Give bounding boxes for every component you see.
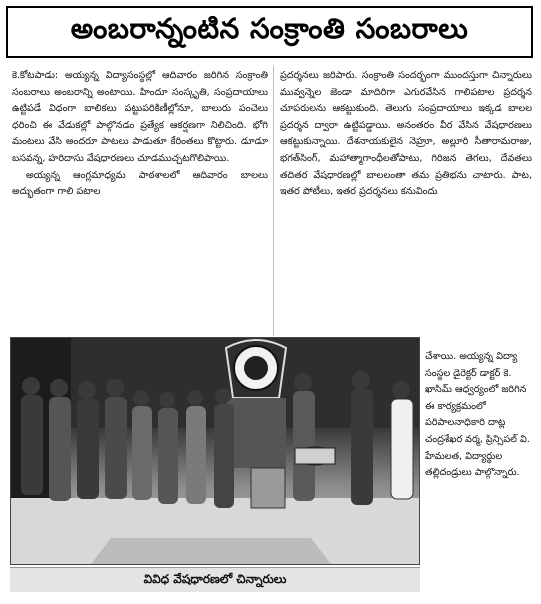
headline-box <box>6 6 533 58</box>
photo-caption: వివిధ వేషధారణలో చిన్నారులు <box>10 567 420 592</box>
article-column-left <box>12 68 268 201</box>
news-photo <box>10 337 420 565</box>
article-paragraph: కె.కోటపాడు: అయ్యన్న విద్యాసంస్థల్లో ఆదివారం జరిగిన సంక్రాంతి సంబరాలు అంబరాన్ని అంటాయి. హిందూ సంస్కృతి, సంప్రదాయాలు ఉట్టిపడే విధంగా బాలికలు పట్టుపరికిణీల్లోనూ, బాలురు పంచెలు ధరించి ఈ వేడుకల్లో పాల్గొనడం ప్రత్యేక ఆకర్షణగా నిలిచింది. భోగి మంటలు వేసి అందరూ పాటలు పాడుతూ కేరింతలు కొట్టారు. డూడూ బసవన్న, హరిదాసు వేషధారణలు చూడముచ్చటగొలిపాయి. <box>12 70 268 164</box>
article-paragraph: అయ్యన్న ఆంగ్లమాధ్యమ పాఠశాలలో ఆదివారం బాలలు అద్భుతంగా గాలి పటాల <box>12 169 268 198</box>
article-paragraph: ప్రదర్శనలు జరిపారు. సంక్రాంతి సందర్భంగా ముందస్తుగా చిన్నారులు మువ్వన్నెల జెండా మాదిరిగా ఎగురవేసిన గాలిపటాల ప్రదర్శన చూపరులను ఆకట్టుకుంది. తెలుగు సంప్రదాయాలు ఇక్కడ బాలల ప్రదర్శన ద్వారా ఉట్టిపడ్డాయి. అనంతరం వీర వేసిన వేషధారణలు ఆకట్టుకున్నాయి. దేశనాయకులైన నెహ్రూ, అల్లూరి సీతారామరాజు, భగత్‌సింగ్, మహాత్మాగాంధీలతోపాటు, గిరిజన తెగలు, దేవతలు తదితర వేషధారణల్లో బాలలంతా తమ ప్రతిభను చాటారు. పాట, ఇతర పోటీలు, ఇతర ప్రదర్శనలు కనువిందు <box>280 70 532 198</box>
article-column-right <box>280 68 532 201</box>
article-paragraph: చేశాయి. అయ్యన్న విద్యా సంస్థల డైరెక్టర్ డాక్టర్ కె. ఖాసిమ్ ఆధ్వర్యంలో జరిగిన ఈ కార్యక్రమంలో పరిపాలనాధికారి దాట్ల చంద్రశేఖర వర్మ, ప్రిన్సిపల్ వి. హేమలత, విద్యార్థుల తల్లిదండ్రులు పాల్గొన్నారు. <box>425 351 530 479</box>
children-group-illustration <box>11 338 419 564</box>
column-divider <box>273 66 274 336</box>
article-column-narrow <box>425 349 533 482</box>
headline: అంబరాన్నంటిన సంక్రాంతి సంబరాలు <box>70 12 469 45</box>
